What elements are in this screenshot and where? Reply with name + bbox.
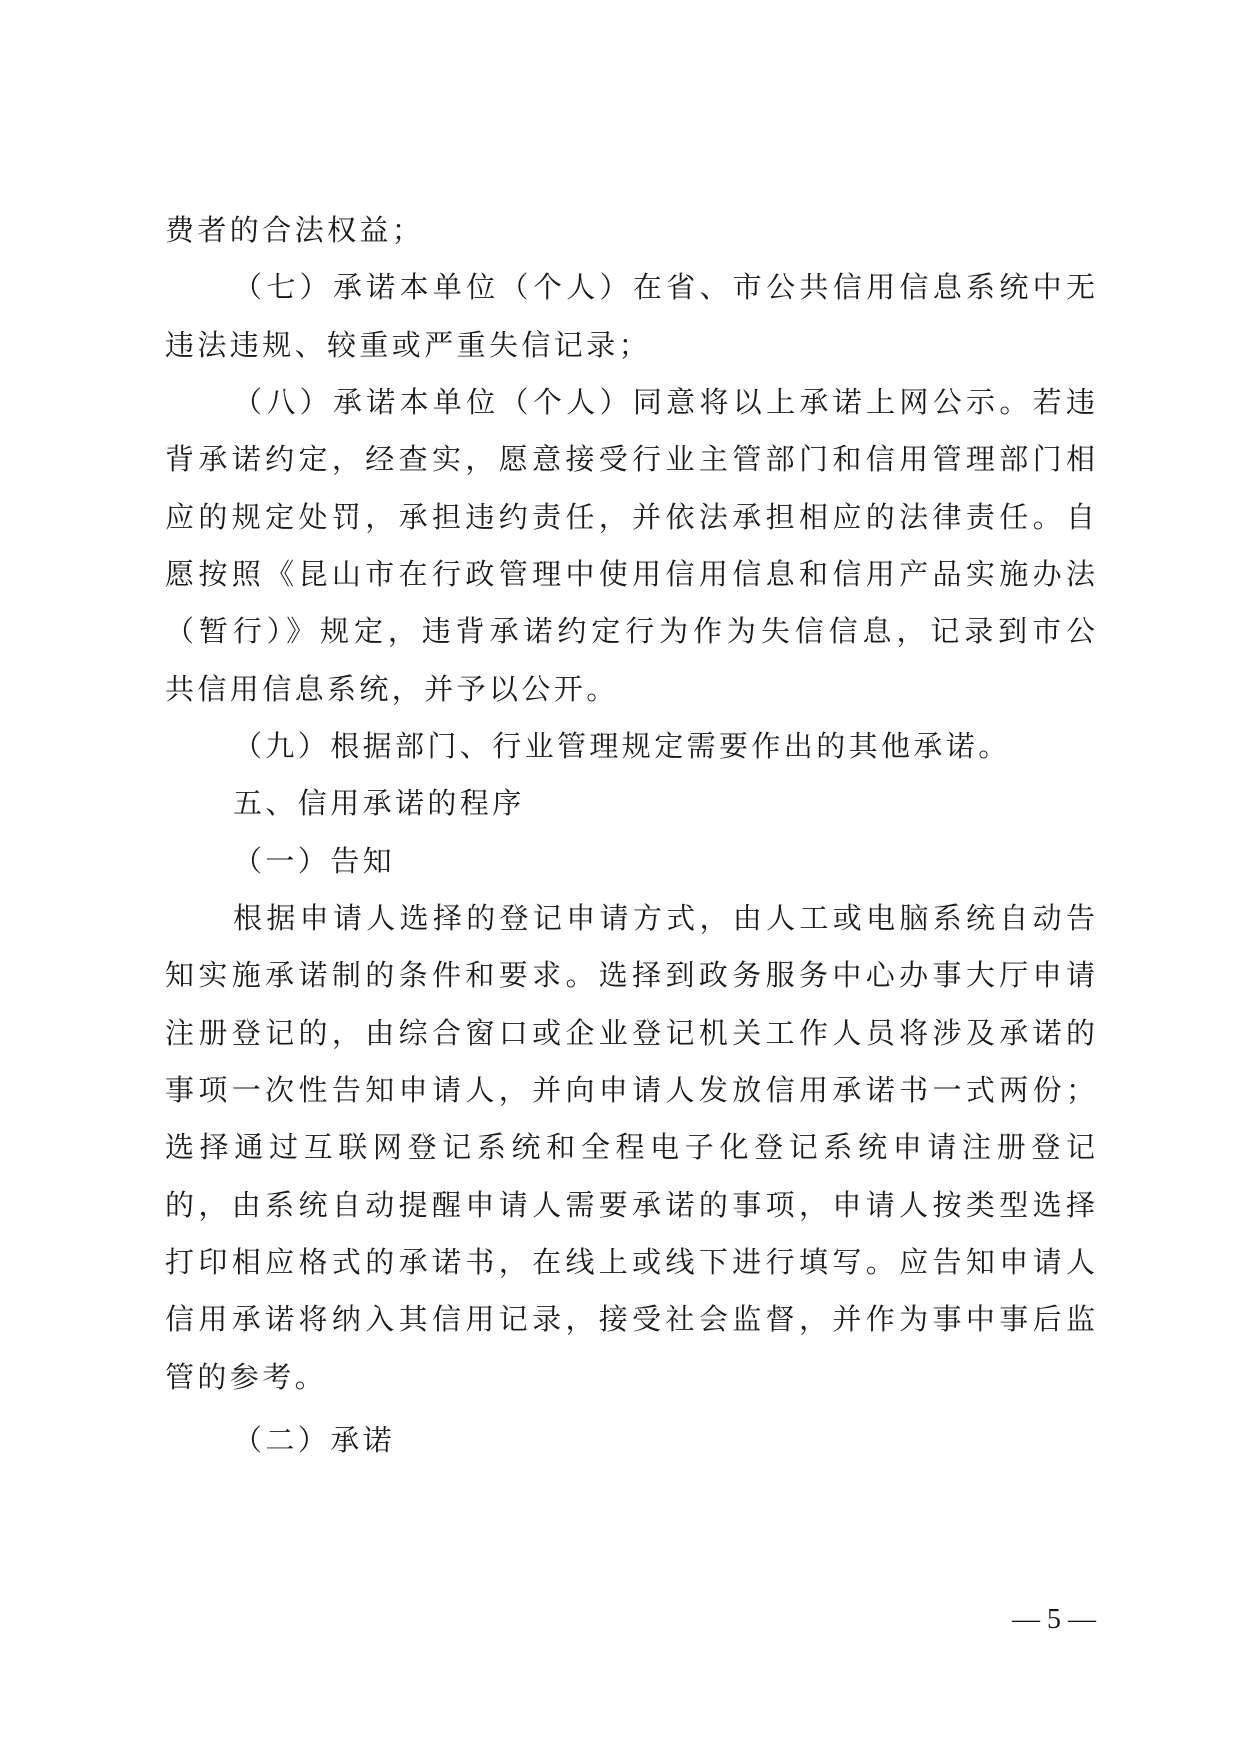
text-line: 共信用信息系统，并予以公开。 [165,672,619,706]
section-heading: 五、信用承诺的程序 [233,786,525,820]
text-line: （暂行）》规定，违背承诺约定行为作为失信信息，记录到市公 [165,614,1095,648]
text-line: 根据申请人选择的登记申请方式，由人工或电脑系统自动告 [233,901,1095,935]
text-line: （七）承诺本单位（个人）在省、市公共信用信息系统中无 [233,270,1095,304]
text-line: 注册登记的，由综合窗口或企业登记机关工作人员将涉及承诺的 [165,1016,1095,1050]
text-line: （八）承诺本单位（个人）同意将以上承诺上网公示。若违 [233,385,1095,419]
text-line: 事项一次性告知申请人，并向申请人发放信用承诺书一式两份； [165,1073,1095,1107]
text-line: 知实施承诺制的条件和要求。选择到政务服务中心办事大厅申请 [165,958,1095,992]
text-line: 愿按照《昆山市在行政管理中使用信用信息和信用产品实施办法 [165,557,1095,591]
subsection-heading: （二）承诺 [233,1423,396,1457]
subsection-heading: （一）告知 [233,844,396,878]
text-line: 打印相应格式的承诺书，在线上或线下进行填写。应告知申请人 [165,1245,1095,1279]
text-line: 的，由系统自动提醒申请人需要承诺的事项，申请人按类型选择 [165,1188,1095,1222]
text-line: 信用承诺将纳入其信用记录，接受社会监督，并作为事中事后监 [165,1302,1095,1336]
page-number: — 5 — [1012,1604,1096,1635]
text-line: 应的规定处罚，承担违约责任，并依法承担相应的法律责任。自 [165,500,1095,534]
text-line: 管的参考。 [165,1360,328,1394]
text-line: 费者的合法权益； [165,213,425,247]
text-line: 选择通过互联网登记系统和全程电子化登记系统申请注册登记 [165,1130,1095,1164]
text-line: （九）根据部门、行业管理规定需要作出的其他承诺。 [233,729,1011,763]
text-line: 违法违规、较重或严重失信记录； [165,328,652,362]
text-line: 背承诺约定，经查实，愿意接受行业主管部门和信用管理部门相 [165,442,1095,476]
